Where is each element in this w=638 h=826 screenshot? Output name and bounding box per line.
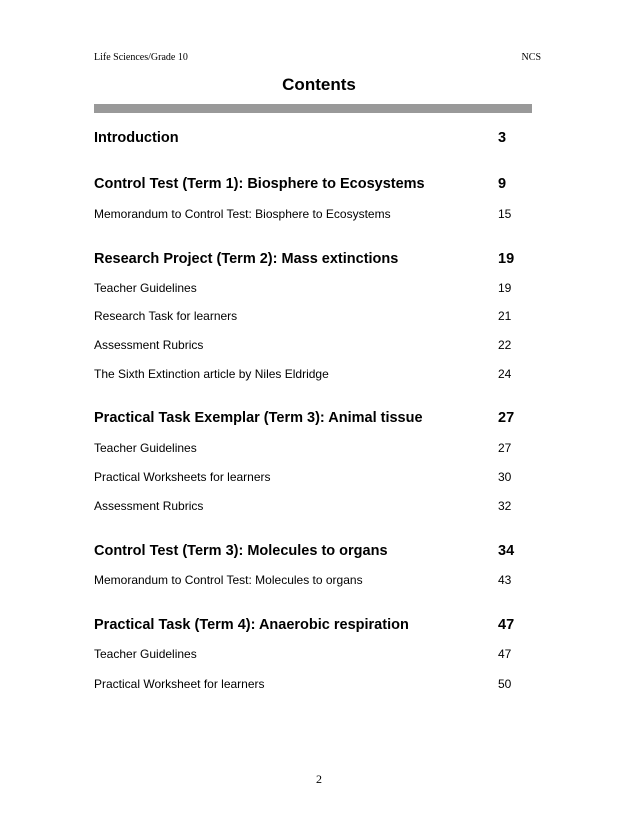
toc-entry-label: Control Test (Term 1): Biosphere to Ecosystems xyxy=(94,176,425,192)
page-number: 2 xyxy=(316,772,322,786)
toc-entry-introduction xyxy=(94,130,522,146)
running-header xyxy=(94,52,541,63)
toc-entry-page: 3 xyxy=(498,130,507,146)
toc-entry-page: 34 xyxy=(498,543,515,559)
header-left: Life Sciences/Grade 10 xyxy=(94,52,188,63)
toc-entry-label: Teacher Guidelines xyxy=(94,441,197,455)
toc-entry-teacher-guidelines xyxy=(94,647,522,661)
toc-entry-label: Memorandum to Control Test: Biosphere to Ecosystems xyxy=(94,207,391,221)
toc-entry-teacher-guidelines xyxy=(94,441,522,455)
toc-entry-label: Practical Task Exemplar (Term 3): Animal tissue xyxy=(94,410,423,426)
toc-entry-label: Teacher Guidelines xyxy=(94,647,197,661)
toc-entry-label: The Sixth Extinction article by Niles Eldridge xyxy=(94,367,329,381)
toc-entry-label: Practical Task (Term 4): Anaerobic respiration xyxy=(94,617,409,633)
toc-entry-memorandum-term1 xyxy=(94,207,522,221)
toc-entry-page: 27 xyxy=(498,410,515,426)
toc-entry-page: 30 xyxy=(498,470,512,484)
toc-entry-label: Control Test (Term 3): Molecules to organs xyxy=(94,543,388,559)
toc-entry-research-task xyxy=(94,309,522,323)
toc-entry-page: 47 xyxy=(498,647,512,661)
toc-entry-practical-task-term4 xyxy=(94,617,522,633)
toc-entry-label: Teacher Guidelines xyxy=(94,281,197,295)
toc-entry-practical-worksheets xyxy=(94,470,522,484)
toc-entry-page: 43 xyxy=(498,573,512,587)
header-right: NCS xyxy=(521,52,541,63)
toc-entry-label: Practical Worksheets for learners xyxy=(94,470,271,484)
toc-entry-label: Research Project (Term 2): Mass extinctions xyxy=(94,251,399,267)
toc-entry-page: 19 xyxy=(498,251,515,267)
toc-entry-page: 21 xyxy=(498,309,512,323)
toc-entry-label: Research Task for learners xyxy=(94,309,238,323)
page-title: Contents xyxy=(282,75,356,94)
toc-entry-label: Introduction xyxy=(94,130,179,146)
toc-entry-page: 15 xyxy=(498,207,512,221)
toc-entry-research-project xyxy=(94,251,522,267)
toc-entry-sixth-extinction-article xyxy=(94,367,522,381)
toc-entry-control-test-term1 xyxy=(94,176,522,192)
toc-entry-control-test-term3 xyxy=(94,543,522,559)
toc-entry-memorandum-term3 xyxy=(94,573,522,587)
toc-entry-label: Assessment Rubrics xyxy=(94,338,204,352)
toc-entry-page: 24 xyxy=(498,367,512,381)
toc-entry-page: 50 xyxy=(498,677,512,691)
toc-entry-assessment-rubrics xyxy=(94,338,522,352)
toc-entry-label: Practical Worksheet for learners xyxy=(94,677,265,691)
toc-entry-page: 47 xyxy=(498,617,515,633)
toc-entry-page: 9 xyxy=(498,176,507,192)
toc-entry-page: 27 xyxy=(498,441,512,455)
title-rule xyxy=(94,104,532,113)
toc-entry-assessment-rubrics xyxy=(94,499,522,513)
toc-entry-label: Memorandum to Control Test: Molecules to organs xyxy=(94,573,363,587)
toc-entry-label: Assessment Rubrics xyxy=(94,499,204,513)
toc-entry-page: 19 xyxy=(498,281,512,295)
toc-entry-teacher-guidelines xyxy=(94,281,522,295)
toc-entry-practical-task-exemplar xyxy=(94,410,522,426)
toc-entry-practical-worksheet xyxy=(94,677,522,691)
toc-entry-page: 22 xyxy=(498,338,512,352)
toc-entry-page: 32 xyxy=(498,499,512,513)
